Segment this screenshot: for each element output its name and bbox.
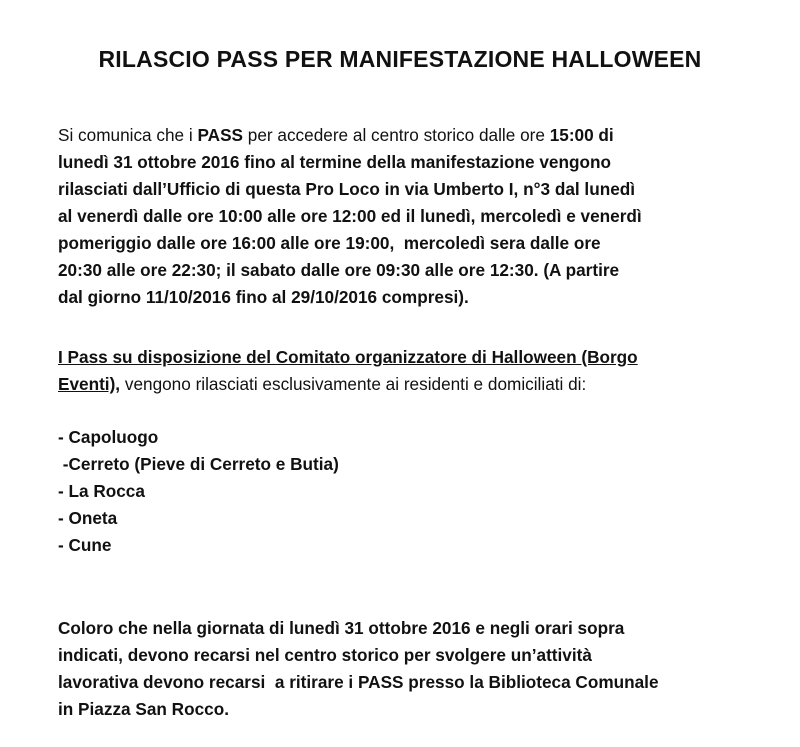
workers-line-3: lavorativa devono recarsi a ritirare i PASS presso la Biblioteca Comunale: [58, 672, 659, 692]
pass-info-line-6: 20:30 alle ore 22:30; il sabato dalle ore 09:30 alle ore 12:30. (A partire: [58, 260, 620, 280]
workers-paragraph: [58, 615, 758, 723]
pass-info-paragraph: [58, 122, 758, 311]
pass-info-line-1: [58, 122, 758, 149]
committee-paragraph: [58, 344, 758, 398]
list-item: - Capoluogo: [58, 427, 159, 447]
pass-info-line-2: lunedì 31 ottobre 2016 fino al termine della manifestazione vengono: [58, 152, 611, 172]
list-item: -Cerreto (Pieve di Cerreto e Butia): [58, 454, 339, 474]
start-time: 15:00 di: [549, 125, 614, 145]
pass-keyword: PASS: [197, 125, 244, 145]
pass-info-line-3: rilasciati dall’Ufficio di questa Pro Loco in via Umberto I, n°3 dal lunedì: [58, 179, 636, 199]
document-title: RILASCIO PASS PER MANIFESTAZIONE HALLOWEEN: [98, 46, 702, 72]
text-span: per accedere al centro storico dalle ore: [243, 125, 550, 145]
text-span: Si comunica che i: [58, 125, 198, 145]
committee-line-2: [58, 371, 758, 398]
pass-info-line-4: al venerdì dalle ore 10:00 alle ore 12:00 ed il lunedì, mercoledì e venerdì: [58, 206, 642, 226]
locations-list: [58, 424, 758, 559]
pass-info-line-7: dal giorno 11/10/2016 fino al 29/10/2016 compresi).: [58, 287, 469, 307]
list-item: - La Rocca: [58, 481, 145, 501]
workers-line-2: indicati, devono recarsi nel centro storico per svolgere un’attività: [58, 645, 592, 665]
workers-line-1: Coloro che nella giornata di lunedì 31 ottobre 2016 e negli orari sopra: [58, 618, 625, 638]
committee-name-end: Eventi),: [58, 374, 121, 394]
list-item: - Oneta: [58, 508, 118, 528]
workers-line-4: in Piazza San Rocco.: [58, 699, 229, 719]
pass-info-line-5: pomeriggio dalle ore 16:00 alle ore 19:00, mercoledì sera dalle ore: [58, 233, 601, 253]
list-item: - Cune: [58, 535, 112, 555]
text-span: vengono rilasciati esclusivamente ai residenti e domiciliati di:: [120, 374, 587, 394]
committee-line-1: I Pass su disposizione del Comitato organizzatore di Halloween (Borgo: [58, 347, 638, 367]
